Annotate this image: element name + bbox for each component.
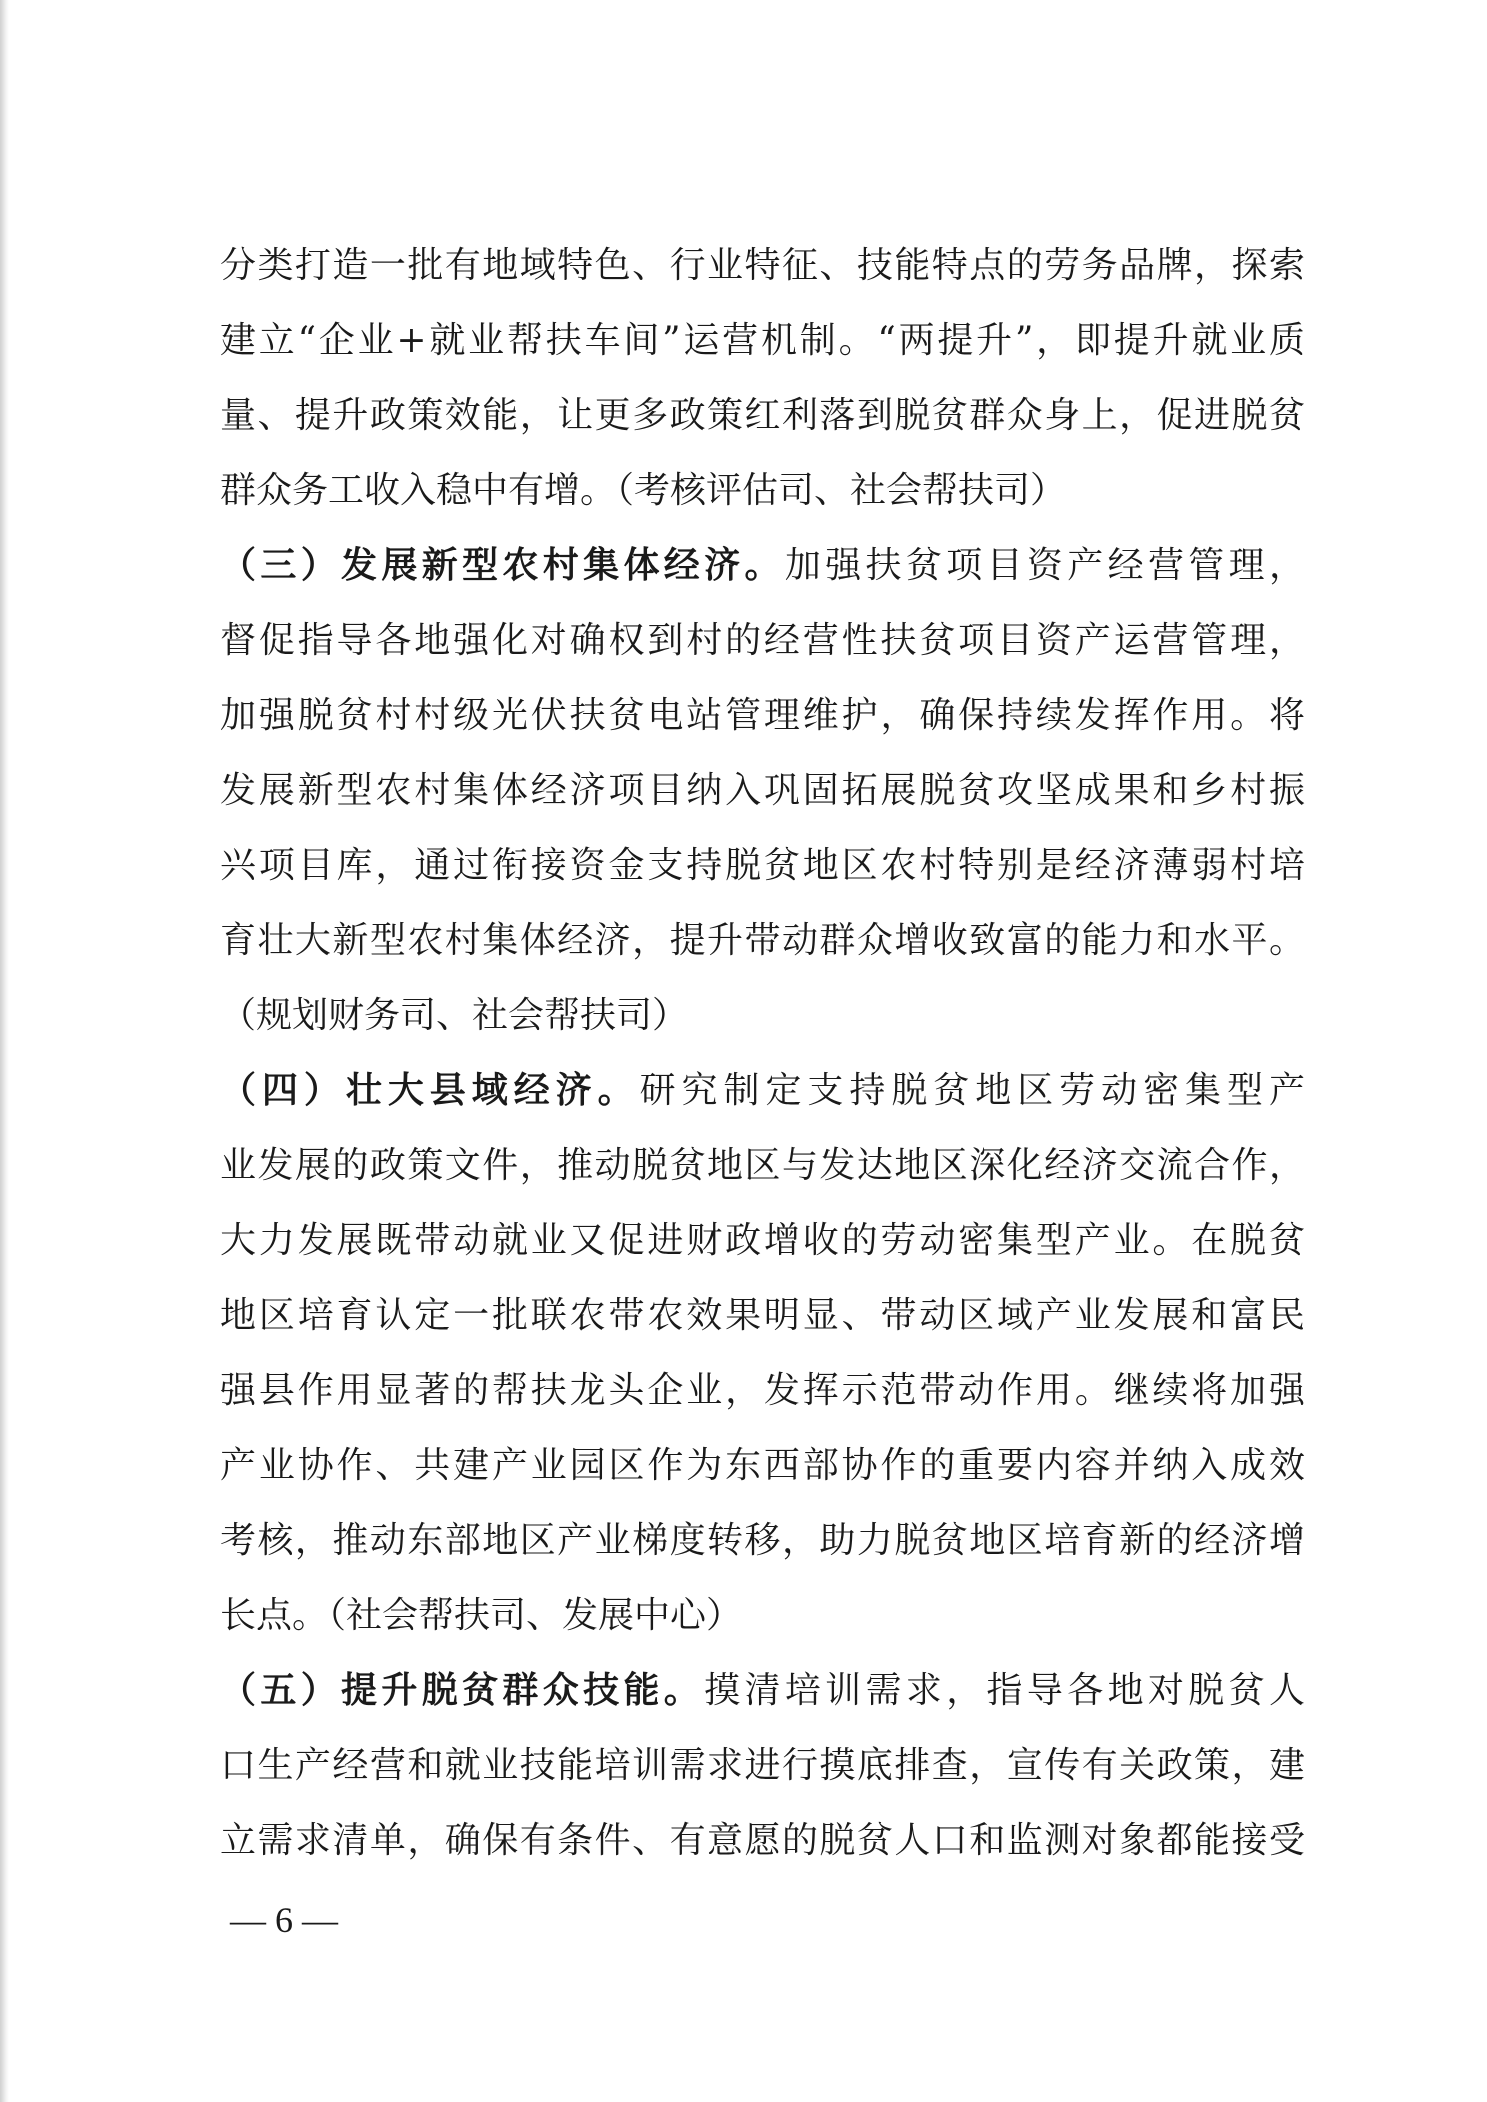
text-line: 长点。（社会帮扶司、发展中心） [220, 1595, 743, 1636]
text-run: 研究制定支持脱贫地区劳动密集型产 [639, 1070, 1305, 1111]
page-number: — 6 — [230, 1900, 338, 1940]
text-line: 育壮大新型农村集体经济，提升带动群众增收致富的能力和水平。 [220, 920, 1305, 961]
text-line: 督促指导各地强化对确权到村的经营性扶贫项目资产运营管理， [220, 620, 1305, 661]
text-line: 兴项目库，通过衔接资金支持脱贫地区农村特别是经济薄弱村培 [220, 845, 1305, 886]
text-line: 地区培育认定一批联农带农效果明显、带动区域产业发展和富民 [220, 1295, 1305, 1336]
paragraph-collective-economy [220, 528, 1305, 1053]
text-line: 群众务工收入稳中有增。（考核评估司、社会帮扶司） [220, 470, 1067, 511]
section-heading-3: （三）发展新型农村集体经济。 [220, 544, 785, 586]
text-line: 业发展的政策文件，推动脱贫地区与发达地区深化经济交流合作， [220, 1145, 1305, 1186]
text-line: 建立“企业+就业帮扶车间”运营机制。“两提升”，即提升就业质 [220, 320, 1305, 361]
text-run: 摸清培训需求，指导各地对脱贫人 [704, 1670, 1305, 1711]
text-line: 口生产经营和就业技能培训需求进行摸底排查，宣传有关政策，建 [220, 1745, 1305, 1786]
paragraph-first-line [220, 528, 1305, 603]
text-line: 立需求清单，确保有条件、有意愿的脱贫人口和监测对象都能接受 [220, 1820, 1305, 1861]
text-line: 产业协作、共建产业园区作为东西部协作的重要内容并纳入成效 [220, 1445, 1305, 1486]
text-line: 考核，推动东部地区产业梯度转移，助力脱贫地区培育新的经济增 [220, 1520, 1305, 1561]
paragraph-first-line [220, 1653, 1305, 1728]
text-line: 发展新型农村集体经济项目纳入巩固拓展脱贫攻坚成果和乡村振 [220, 770, 1305, 811]
section-heading-5: （五）提升脱贫群众技能。 [220, 1669, 705, 1711]
section-heading-4: （四）壮大县域经济。 [220, 1069, 640, 1111]
text-line: 大力发展既带动就业又促进财政增收的劳动密集型产业。在脱贫 [220, 1220, 1305, 1261]
text-line: 强县作用显著的帮扶龙头企业，发挥示范带动作用。继续将加强 [220, 1370, 1305, 1411]
document-body [220, 228, 1305, 1878]
text-line: 加强脱贫村村级光伏扶贫电站管理维护，确保持续发挥作用。将 [220, 695, 1305, 736]
text-line: 分类打造一批有地域特色、行业特征、技能特点的劳务品牌，探索 [220, 245, 1305, 286]
text-run: 加强扶贫项目资产经营管理， [784, 545, 1305, 586]
paragraph-labor-brands [220, 228, 1305, 528]
paragraph-first-line [220, 1053, 1305, 1128]
paragraph-skills [220, 1653, 1305, 1878]
text-line: （规划财务司、社会帮扶司） [220, 995, 689, 1036]
paragraph-county-economy [220, 1053, 1305, 1653]
text-line: 量、提升政策效能，让更多政策红利落到脱贫群众身上，促进脱贫 [220, 395, 1305, 436]
page-edge-shadow [0, 0, 9, 2102]
